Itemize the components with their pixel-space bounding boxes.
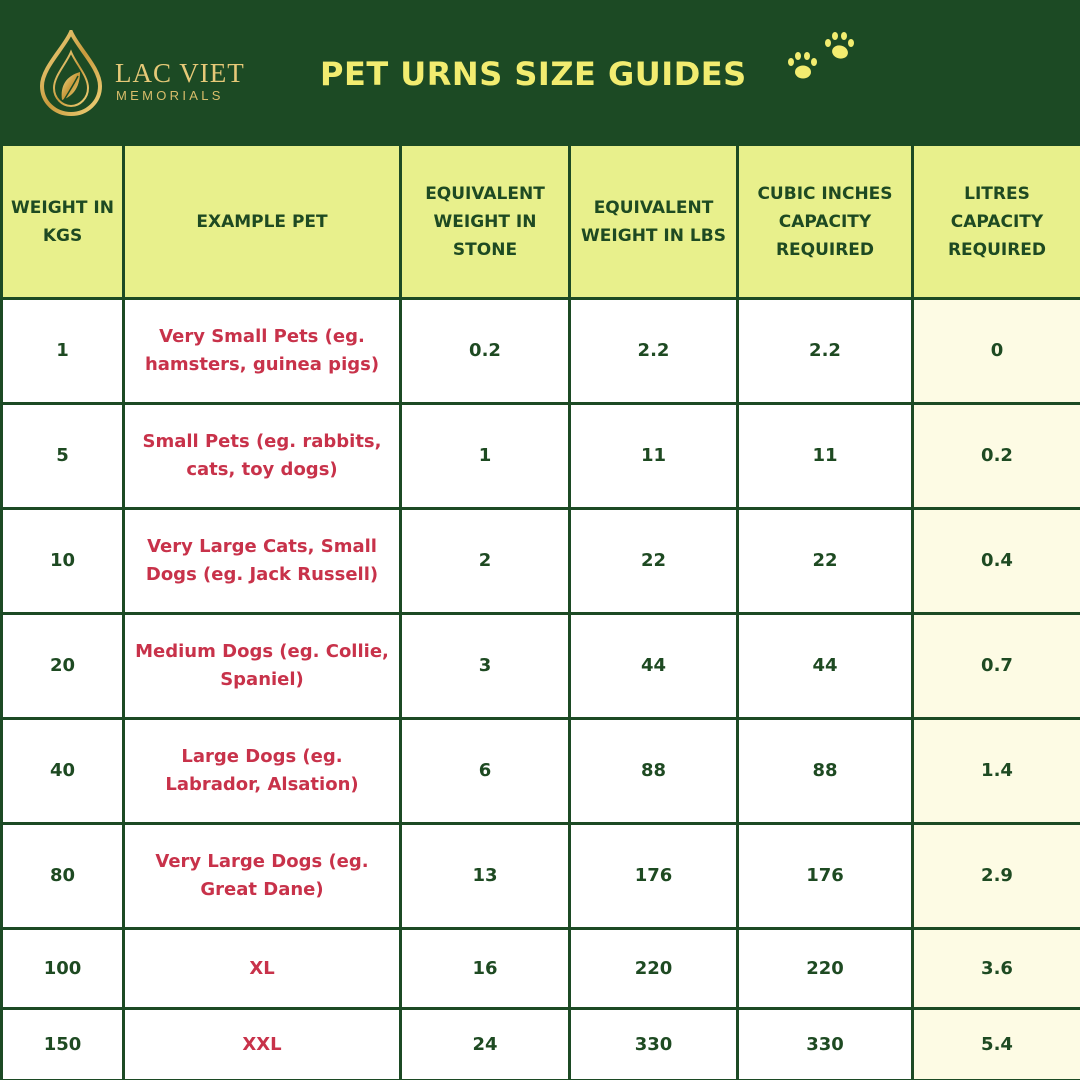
cell-cubic-inches: 220 bbox=[738, 929, 913, 1009]
cell-lbs: 88 bbox=[570, 719, 738, 824]
table-row bbox=[2, 509, 1080, 614]
cell-kgs: 100 bbox=[2, 929, 124, 1009]
cell-kgs: 40 bbox=[2, 719, 124, 824]
cell-lbs: 44 bbox=[570, 614, 738, 719]
cell-lbs: 220 bbox=[570, 929, 738, 1009]
cell-cubic-inches: 11 bbox=[738, 404, 913, 509]
table-row bbox=[2, 1009, 1080, 1080]
cell-example-pet: Large Dogs (eg. Labrador, Alsation) bbox=[124, 719, 401, 824]
table-row bbox=[2, 404, 1080, 509]
cell-stone: 13 bbox=[401, 824, 570, 929]
cell-litres: 0.2 bbox=[913, 404, 1080, 509]
cell-stone: 16 bbox=[401, 929, 570, 1009]
cell-example-pet: Small Pets (eg. rabbits, cats, toy dogs) bbox=[124, 404, 401, 509]
cell-litres: 0 bbox=[913, 299, 1080, 404]
cell-litres: 2.9 bbox=[913, 824, 1080, 929]
cell-kgs: 10 bbox=[2, 509, 124, 614]
cell-kgs: 5 bbox=[2, 404, 124, 509]
cell-example-pet: XL bbox=[124, 929, 401, 1009]
cell-stone: 6 bbox=[401, 719, 570, 824]
cell-example-pet: Very Large Cats, Small Dogs (eg. Jack Russell) bbox=[124, 509, 401, 614]
cell-litres: 1.4 bbox=[913, 719, 1080, 824]
cell-litres: 0.4 bbox=[913, 509, 1080, 614]
cell-stone: 1 bbox=[401, 404, 570, 509]
cell-cubic-inches: 88 bbox=[738, 719, 913, 824]
drop-leaf-logo-icon bbox=[36, 30, 106, 116]
brand-name: LAC VIET bbox=[115, 58, 245, 88]
cell-kgs: 20 bbox=[2, 614, 124, 719]
column-header-weight-kgs: WEIGHT IN KGS bbox=[2, 145, 124, 299]
column-header-cubic-inches: CUBIC INCHES CAPACITY REQUIRED bbox=[738, 145, 913, 299]
cell-cubic-inches: 176 bbox=[738, 824, 913, 929]
column-header-example-pet: EXAMPLE PET bbox=[124, 145, 401, 299]
cell-kgs: 150 bbox=[2, 1009, 124, 1080]
cell-lbs: 330 bbox=[570, 1009, 738, 1080]
cell-stone: 0.2 bbox=[401, 299, 570, 404]
table-row bbox=[2, 824, 1080, 929]
cell-stone: 2 bbox=[401, 509, 570, 614]
cell-litres: 3.6 bbox=[913, 929, 1080, 1009]
cell-litres: 5.4 bbox=[913, 1009, 1080, 1080]
table-row bbox=[2, 719, 1080, 824]
cell-lbs: 22 bbox=[570, 509, 738, 614]
column-header-weight-lbs: EQUIVALENT WEIGHT IN LBS bbox=[570, 145, 738, 299]
table-row bbox=[2, 929, 1080, 1009]
header bbox=[0, 0, 1080, 143]
cell-cubic-inches: 2.2 bbox=[738, 299, 913, 404]
cell-lbs: 11 bbox=[570, 404, 738, 509]
column-header-litres: LITRES CAPACITY REQUIRED bbox=[913, 145, 1080, 299]
cell-example-pet: Medium Dogs (eg. Collie, Spaniel) bbox=[124, 614, 401, 719]
cell-cubic-inches: 330 bbox=[738, 1009, 913, 1080]
cell-cubic-inches: 22 bbox=[738, 509, 913, 614]
size-guide-table bbox=[0, 143, 1080, 1080]
cell-example-pet: Very Small Pets (eg. hamsters, guinea pigs) bbox=[124, 299, 401, 404]
cell-cubic-inches: 44 bbox=[738, 614, 913, 719]
cell-kgs: 1 bbox=[2, 299, 124, 404]
table-row bbox=[2, 299, 1080, 404]
table-row bbox=[2, 614, 1080, 719]
cell-example-pet: Very Large Dogs (eg. Great Dane) bbox=[124, 824, 401, 929]
cell-stone: 24 bbox=[401, 1009, 570, 1080]
cell-stone: 3 bbox=[401, 614, 570, 719]
cell-lbs: 176 bbox=[570, 824, 738, 929]
cell-litres: 0.7 bbox=[913, 614, 1080, 719]
page-title: PET URNS SIZE GUIDES bbox=[320, 55, 747, 93]
column-header-weight-stone: EQUIVALENT WEIGHT IN STONE bbox=[401, 145, 570, 299]
cell-lbs: 2.2 bbox=[570, 299, 738, 404]
paw-prints-icon bbox=[785, 30, 860, 85]
cell-example-pet: XXL bbox=[124, 1009, 401, 1080]
brand-subtitle: MEMORIALS bbox=[116, 88, 224, 103]
header-row bbox=[2, 145, 1080, 299]
cell-kgs: 80 bbox=[2, 824, 124, 929]
